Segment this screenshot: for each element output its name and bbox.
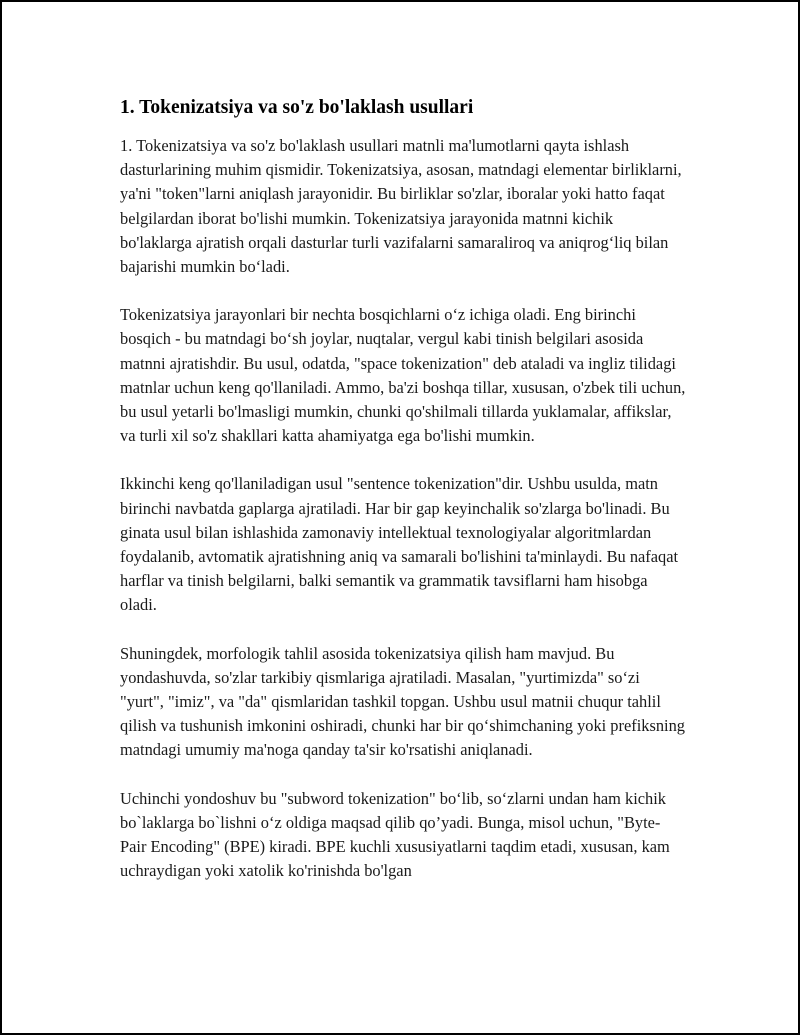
document-body bbox=[120, 96, 686, 907]
paragraph-subword-tokenization: Uchinchi yondoshuv bu "subword tokenization" bo‘lib, so‘zlarni undan ham kichik bo`laklarga bo`lishni o‘z oldiga maqsad qilib qo’yadi. Bunga, misol uchun, "Byte-Pair Encoding" (BPE) kiradi. BPE kuchli xususiyatlarni taqdim etadi, xususan, kam uchraydigan yoki xatolik ko'rinishda bo'lgan bbox=[120, 788, 670, 881]
paragraph-morphological-tokenization: Shuningdek, morfologik tahlil asosida tokenizatsiya qilish ham mavjud. Bu yondashuvda, so'zlar tarkibiy qismlariga ajratiladi. Masalan, "yurtimizda" so‘zi "yurt", "imiz", va "da" qismlaridan tashkil topgan. Ushbu usul matnii chuqur tahlil qilish va tushunish imkonini oshiradi, chunki har bir qo‘shimchaning yoki prefiksning matndagi umumiy ma'noga qanday ta'sir ko'rsatishi aniqlanadi. bbox=[120, 643, 685, 760]
paragraph-sentence-tokenization: Ikkinchi keng qo'llaniladigan usul "sentence tokenization"dir. Ushbu usulda, matn birinchi navbatda gaplarga ajratiladi. Har bir gap keyinchalik so'zlarga bo'linadi. Bu ginata usul bilan ishlashida zamonaviy intellektual texnologiyalar algoritmlardan foydalanib, avtomatik ajratishning aniq va samarali bo'lishini ta'minlaydi. Bu nafaqat harflar va tinish belgilarni, balki semantik va grammatik tavsiflarni ham hisobga oladi. bbox=[120, 474, 679, 615]
section-heading: 1. Tokenizatsiya va so'z bo'laklash usullari bbox=[120, 97, 474, 118]
paragraph-space-tokenization: Tokenizatsiya jarayonlari bir nechta bosqichlarni o‘z ichiga oladi. Eng birinchi bosqich - bu matndagi bo‘sh joylar, nuqtalar, vergul kabi tinish belgilari asosida matnni ajratishdir. Bu usul, odatda, "space tokenization" deb ataladi va ingliz tilidagi matnlar uchun keng qo'llaniladi. Ammo, ba'zi boshqa tillar, xususan, o'zbek tili uchun, bu usul yetarli bo'lmasligi mumkin, chunki qo'shilmali tillarda yuklamalar, affikslar, va turli xil so'z shakllari katta ahamiyatga ega bo'lishi mumkin. bbox=[120, 305, 686, 446]
paragraph-intro: 1. Tokenizatsiya va so'z bo'laklash usullari matnli ma'lumotlarni qayta ishlash dasturlarining muhim qismidir. Tokenizatsiya, asosan, matndagi elementar birliklarni, ya'ni "token"larni aniqlash jarayonidir. Bu birliklar so'zlar, iboralar yoki hatto faqat belgilardan iborat bo'lishi mumkin. Tokenizatsiya jarayonida matnni kichik bo'laklarga ajratish orqali dasturlar turli vazifalarni samaraliroq va aniqrog‘liq bilan bajarishi mumkin bo‘ladi. bbox=[120, 136, 682, 277]
